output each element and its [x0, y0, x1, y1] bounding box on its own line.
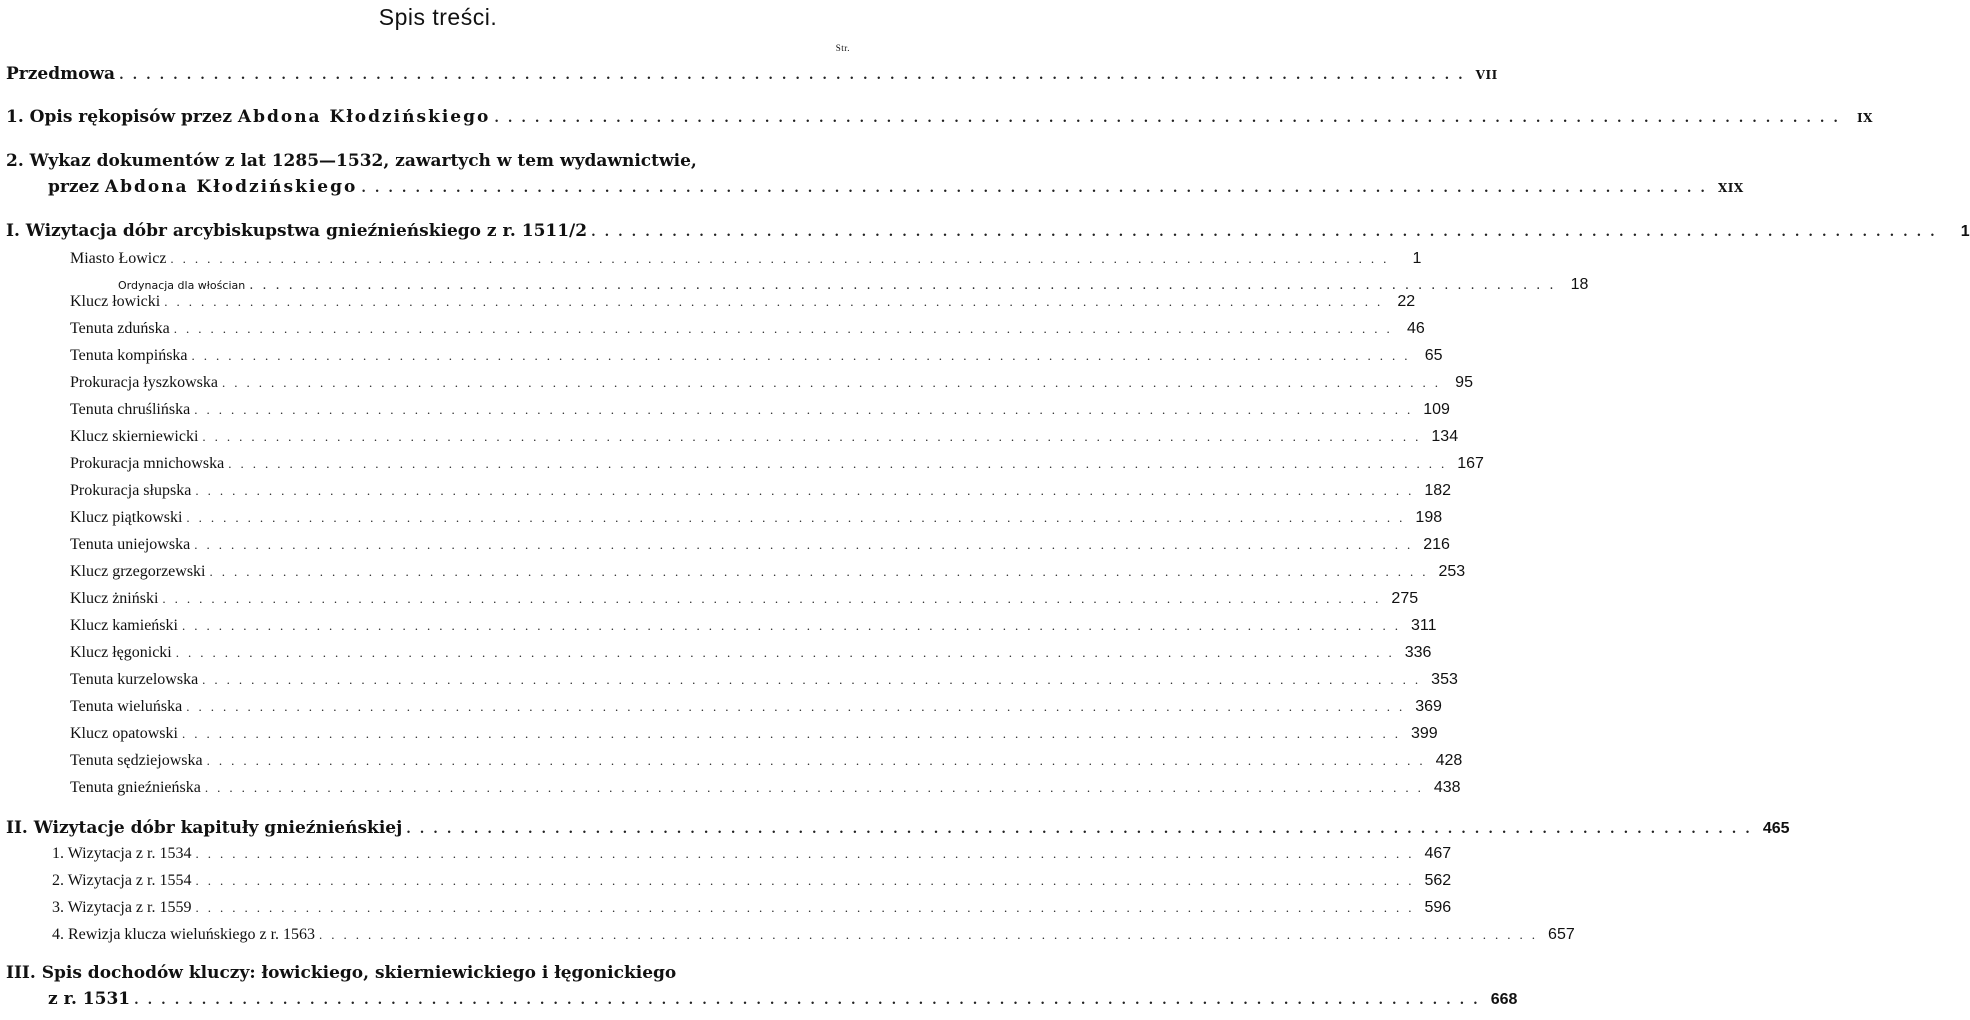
toc-entry[interactable] — [70, 509, 1443, 527]
leader-dots: .................................................................................................... — [175, 645, 1401, 660]
entry-page: 465 — [1762, 820, 1790, 837]
entry-page: 253 — [1438, 563, 1466, 580]
toc-entry[interactable] — [118, 276, 1589, 294]
entry-label: 3. Wizytacja z r. 1559 — [52, 899, 192, 916]
entry-page: VII — [1475, 68, 1498, 82]
entry-page: 1 — [1412, 250, 1422, 267]
entry-label: Tenuta uniejowska — [70, 536, 191, 553]
entry-label: Klucz łęgonicki — [70, 644, 172, 661]
toc-entry[interactable] — [70, 671, 1458, 689]
leader-dots: .................................................................................................... — [249, 278, 1563, 293]
entry-label: Tenuta gnieźnieńska — [70, 779, 201, 796]
leader-dots: .................................................................................................... — [173, 321, 1399, 336]
entry-label: Tenuta kompińska — [70, 347, 188, 364]
leader-dots: .................................................................................................... — [202, 429, 1428, 444]
toc-entry-preface[interactable] — [6, 64, 1498, 84]
toc-entry[interactable] — [52, 845, 1452, 863]
leader-dots: .................................................................................................... — [202, 672, 1428, 687]
entry-page: 399 — [1410, 725, 1438, 742]
leader-dots: .................................................................................................... — [221, 375, 1447, 390]
entry-page: 467 — [1424, 845, 1452, 862]
entry-label: Prokuracja mnichowska — [70, 455, 225, 472]
toc-part-2[interactable] — [6, 818, 1790, 838]
toc-entry[interactable] — [70, 536, 1450, 554]
leader-dots: .................................................................................................... — [195, 846, 1421, 861]
entry-label: Tenuta chruślińska — [70, 401, 191, 418]
entry-label: Klucz skierniewicki — [70, 428, 199, 445]
leader-dots: .................................................................................................... — [162, 591, 1388, 606]
leader-dots: .................................................................................................... — [494, 111, 1847, 126]
entry-page: 182 — [1424, 482, 1452, 499]
leader-dots: .................................................................................................... — [181, 726, 1407, 741]
toc-entry[interactable] — [70, 428, 1459, 446]
entry-page: 336 — [1404, 644, 1432, 661]
toc-part-3[interactable] — [48, 989, 1518, 1009]
entry-label: Klucz grzegorzewski — [70, 563, 206, 580]
entry-label: 4. Rewizja klucza wieluńskiego z r. 1563 — [52, 926, 316, 943]
leader-dots: .................................................................................................... — [204, 780, 1430, 795]
toc-entry[interactable] — [70, 482, 1452, 500]
entry-page: 275 — [1391, 590, 1419, 607]
leader-dots: .................................................................................................... — [195, 873, 1421, 888]
entry-label: Klucz piątkowski — [70, 509, 183, 526]
entry-label: przez Abdona Kłodzińskiego — [48, 177, 358, 197]
toc-entry[interactable] — [70, 563, 1466, 581]
toc-entry[interactable] — [52, 926, 1575, 944]
toc-entry[interactable] — [70, 617, 1437, 635]
entry-label: z r. 1531 — [48, 989, 131, 1009]
toc-entry-documents[interactable] — [48, 177, 1744, 197]
entry-label: II. Wizytacje dóbr kapituły gnieźnieńskiej — [6, 818, 403, 838]
leader-dots: .................................................................................................... — [591, 225, 1944, 240]
entry-page: 95 — [1455, 374, 1473, 391]
toc-entry[interactable] — [70, 644, 1432, 662]
entry-page: XIX — [1717, 181, 1744, 195]
entry-label: Ordynacja dla włościan — [118, 279, 246, 292]
toc-entry-manuscripts[interactable] — [6, 107, 1873, 127]
entry-page: 198 — [1415, 509, 1443, 526]
leader-dots: .................................................................................................... — [119, 68, 1472, 83]
entry-label: Miasto Łowicz — [70, 250, 167, 267]
entry-label: Prokuracja łyszkowska — [70, 374, 218, 391]
toc-entry[interactable] — [70, 752, 1463, 770]
entry-label: Klucz kamieński — [70, 617, 178, 634]
toc-part-1[interactable] — [6, 221, 1970, 241]
leader-dots: .................................................................................................... — [181, 618, 1407, 633]
leader-dots: .................................................................................................... — [194, 402, 1420, 417]
entry-page: 22 — [1397, 293, 1416, 310]
leader-dots: .................................................................................................... — [206, 753, 1432, 768]
entry-page: 428 — [1435, 752, 1463, 769]
toc-entry[interactable] — [70, 293, 1416, 311]
entry-label: Tenuta wieluńska — [70, 698, 183, 715]
leader-dots: .................................................................................................... — [228, 456, 1454, 471]
toc-entry[interactable] — [70, 250, 1422, 268]
leader-dots: .................................................................................................... — [134, 993, 1487, 1008]
toc-entry[interactable] — [70, 725, 1438, 743]
toc-entry[interactable] — [70, 455, 1484, 473]
entry-label: Prokuracja słupska — [70, 482, 192, 499]
entry-page: 109 — [1423, 401, 1450, 418]
entry-page: 216 — [1423, 536, 1450, 553]
leader-dots: .................................................................................................... — [406, 822, 1759, 837]
entry-page: 438 — [1433, 779, 1461, 796]
toc-entry[interactable] — [52, 899, 1452, 917]
leader-dots: .................................................................................................... — [186, 510, 1412, 525]
leader-dots: .................................................................................................... — [209, 564, 1435, 579]
leader-dots: .................................................................................................... — [164, 294, 1390, 309]
entry-page: 668 — [1490, 991, 1518, 1008]
toc-entry[interactable] — [70, 779, 1461, 797]
toc-entry[interactable] — [52, 872, 1452, 890]
entry-page: 562 — [1424, 872, 1452, 889]
entry-page: 167 — [1457, 455, 1484, 472]
leader-dots: .................................................................................................... — [191, 348, 1417, 363]
entry-page: 65 — [1424, 347, 1443, 364]
entry-label: I. Wizytacja dóbr arcybiskupstwa gnieźnieńskiego z r. 1511/2 — [6, 221, 588, 241]
toc-entry[interactable] — [70, 401, 1450, 419]
entry-label: Klucz łowicki — [70, 293, 161, 310]
entry-label: Klucz opatowski — [70, 725, 178, 742]
toc-entry[interactable] — [70, 698, 1442, 716]
toc-entry[interactable] — [70, 347, 1443, 365]
entry-label: 2. Wizytacja z r. 1554 — [52, 872, 192, 889]
toc-entry-documents-line1: 2. Wykaz dokumentów z lat 1285—1532, zawartych w tem wydawnictwie, — [6, 151, 697, 171]
entry-label: 1. Wizytacja z r. 1534 — [52, 845, 192, 862]
entry-label: 1. Opis rękopisów przez Abdona Kłodzińskiego — [6, 107, 491, 127]
entry-page: 134 — [1431, 428, 1459, 445]
entry-page: 353 — [1431, 671, 1458, 688]
leader-dots: .................................................................................................... — [186, 699, 1412, 714]
toc-entry[interactable] — [70, 590, 1419, 608]
entry-label: Klucz żniński — [70, 590, 159, 607]
page-title: Spis treści. — [378, 4, 498, 30]
entry-label: Tenuta zduńska — [70, 320, 170, 337]
entry-label: Przedmowa — [6, 64, 116, 84]
toc-part-3-line1: III. Spis dochodów kluczy: łowickiego, skierniewickiego i łęgonickiego — [6, 963, 677, 983]
entry-label: Tenuta kurzelowska — [70, 671, 199, 688]
leader-dots: .................................................................................................... — [170, 251, 1396, 266]
leader-dots: .................................................................................................... — [195, 900, 1421, 915]
entry-page: IX — [1857, 111, 1873, 125]
entry-page: 657 — [1548, 926, 1575, 943]
toc-entry[interactable] — [70, 320, 1425, 338]
entry-page: 369 — [1415, 698, 1442, 715]
toc-entry[interactable] — [70, 374, 1473, 392]
entry-label: Tenuta sędziejowska — [70, 752, 203, 769]
entry-page: 46 — [1406, 320, 1425, 337]
entry-page: 596 — [1424, 899, 1452, 916]
page-column-header: Str. — [835, 43, 850, 53]
entry-page: 1 — [1960, 223, 1970, 240]
entry-page: 18 — [1570, 276, 1589, 293]
leader-dots: .................................................................................................... — [319, 927, 1545, 942]
entry-page: 311 — [1410, 617, 1437, 634]
leader-dots: .................................................................................................... — [361, 181, 1714, 196]
leader-dots: .................................................................................................... — [194, 537, 1420, 552]
leader-dots: .................................................................................................... — [195, 483, 1421, 498]
